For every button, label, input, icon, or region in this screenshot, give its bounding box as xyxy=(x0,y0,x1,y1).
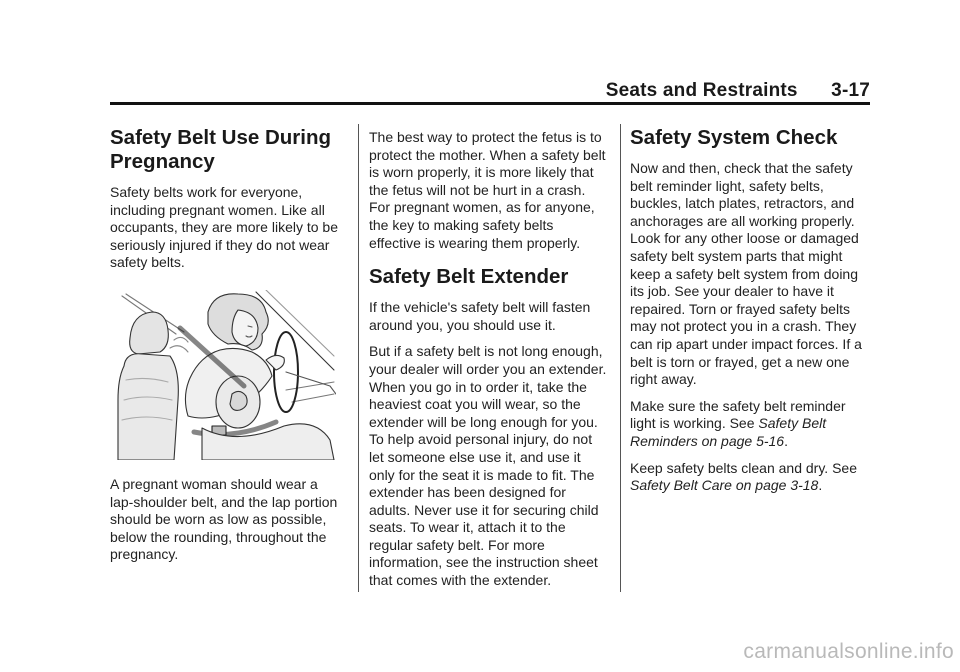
reminder-end: . xyxy=(784,432,788,449)
paragraph: If the vehicle's safety belt will fasten around you, you should use it. xyxy=(369,299,591,333)
paragraph: Safety belts work for everyone, including pregnant women. Like all occupants, they are more likely to be seriously injured if they do not wear safety belts. xyxy=(110,184,339,271)
header-rule xyxy=(110,102,870,105)
watermark: carmanualsonline.info xyxy=(743,640,954,663)
heading-pregnancy: Safety Belt Use During Pregnancy xyxy=(110,126,331,173)
care-end: . xyxy=(818,477,823,494)
pregnant-woman-seatbelt-figure xyxy=(116,290,336,460)
page-header xyxy=(110,80,870,104)
figure-caption: A pregnant woman should wear a lap-shoulder belt, and the lap portion should be worn as low as possible, below the rounding, throughout the pregnancy. xyxy=(110,475,338,563)
paragraph-reminder xyxy=(630,398,870,451)
heading-belt-extender: Safety Belt Extender xyxy=(369,265,569,289)
column-divider xyxy=(620,124,621,592)
column-right xyxy=(630,126,870,504)
care-link[interactable]: Safety Belt Care on page 3-18 xyxy=(630,477,819,494)
column-left xyxy=(110,126,338,573)
pregnant-woman-wearing-seatbelt-illustration xyxy=(116,290,336,460)
paragraph-care xyxy=(630,460,870,495)
column-middle xyxy=(369,126,609,599)
header-text xyxy=(606,80,870,102)
section-title: Seats and Restraints xyxy=(605,80,798,101)
page-number: 3-17 xyxy=(831,80,870,101)
paragraph: The best way to protect the fetus is to protect the mother. When a safety belt is worn properly, it is more likely that the fetus will not be hurt in a crash. For pregnant women, as for anyone, the key to making safety belts effective is wearing them properly. xyxy=(369,129,606,251)
reminder-text: Make sure the safety belt reminder light is working. See xyxy=(630,397,846,432)
paragraph: Now and then, check that the safety belt reminder light, safety belts, buckles, latch plates, retractors, and anchorages are all working properly. Look for any other loose or damaged safety belt system parts that might keep a safety belt system from doing its job. See your dealer to have it repaired. Torn or frayed safety belts may not protect you in a crash. They can rip apart under impact forces. If a belt is torn or frayed, get a new one right away. xyxy=(630,160,862,388)
paragraph: But if a safety belt is not long enough, your dealer will order you an extender. When you go in to order it, take the heaviest coat you will wear, so the extender will be long enough for you. To help avoid personal injury, do not let someone else use it, and use it only for the seat it is made to fit. The extender has been designed for adults. Never use it for securing child seats. To wear it, attach it to the regular safety belt. For more information, see the instruction sheet that comes with the extender. xyxy=(369,343,607,589)
heading-system-check: Safety System Check xyxy=(630,126,838,149)
reminder-link[interactable]: Safety Belt Reminders on page 5-16 xyxy=(630,415,827,449)
column-divider xyxy=(358,124,359,592)
care-text: Keep safety belts clean and dry. See xyxy=(630,459,857,476)
